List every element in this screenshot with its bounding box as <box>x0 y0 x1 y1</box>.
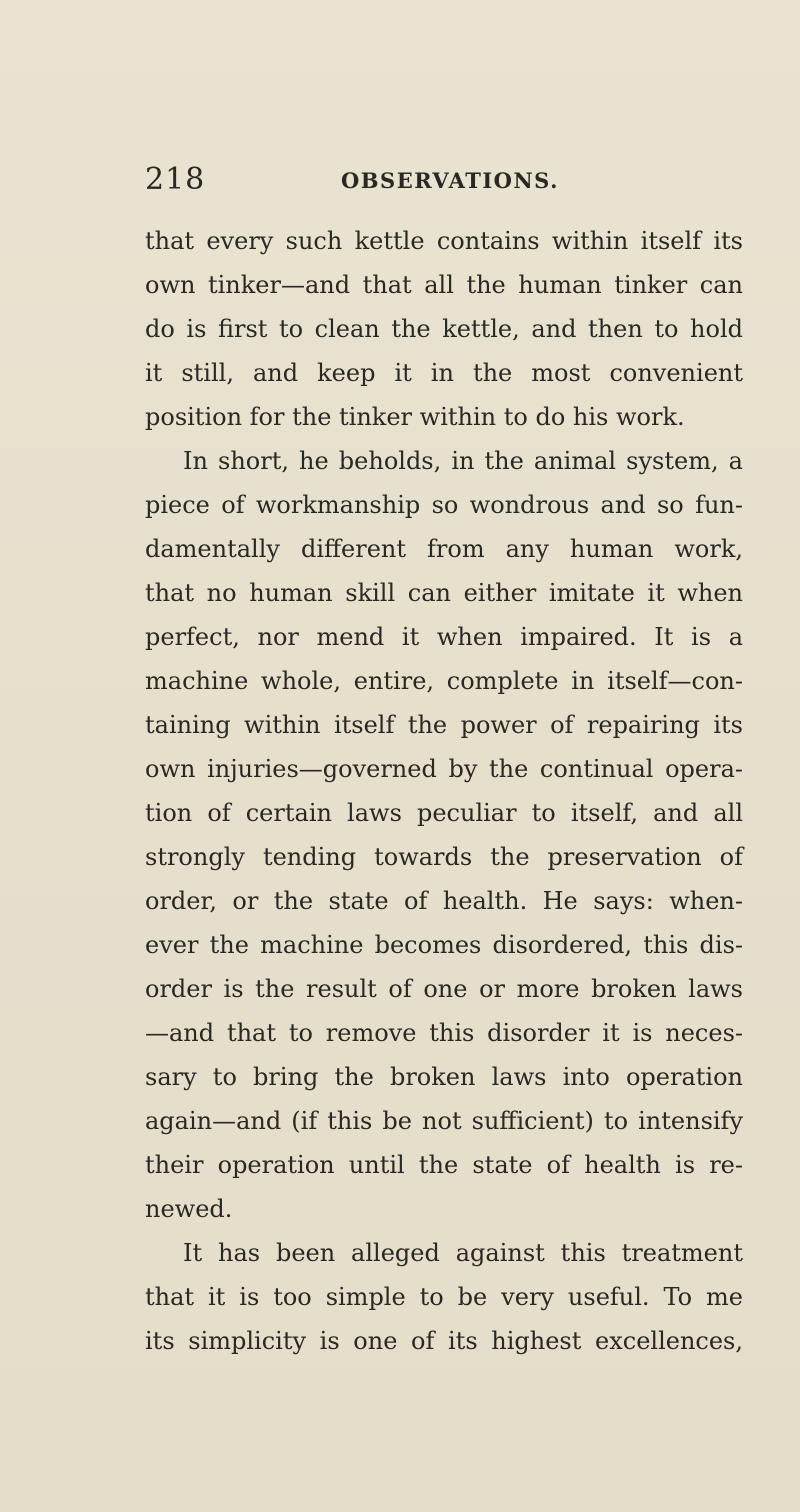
text-line: its simplicity is one of its highest excellences, <box>145 1327 743 1355</box>
page-number: 218 <box>145 162 206 197</box>
text-line: own tinker—and that all the human tinker can <box>145 271 743 299</box>
text-line: damentally different from any human work, <box>145 535 743 563</box>
text-line: newed. <box>145 1195 233 1223</box>
text-line: order is the result of one or more broken laws <box>145 975 743 1003</box>
text-line: that it is too simple to be very useful. To me <box>145 1283 743 1311</box>
text-line: tion of certain laws peculiar to itself, and all <box>145 799 743 827</box>
text-line: do is first to clean the kettle, and then to hold <box>145 315 743 343</box>
text-line: that every such kettle contains within itself its <box>145 227 743 255</box>
running-title: OBSERVATIONS. <box>341 168 559 193</box>
text-line: own injuries—governed by the continual opera- <box>145 755 743 783</box>
text-line: sary to bring the broken laws into operation <box>145 1063 743 1091</box>
text-line: their operation until the state of health is re- <box>145 1151 743 1179</box>
text-line: machine whole, entire, complete in itself—con- <box>145 667 743 695</box>
text-line: it still, and keep it in the most convenient <box>145 359 743 387</box>
text-line: It has been alleged against this treatment <box>183 1239 743 1267</box>
text-line: perfect, nor mend it when impaired. It is a <box>145 623 743 651</box>
text-line: again—and (if this be not sufficient) to intensify <box>145 1107 743 1135</box>
text-line: ever the machine becomes disordered, this dis- <box>145 931 743 959</box>
text-line: taining within itself the power of repairing its <box>145 711 743 739</box>
text-line: order, or the state of health. He says: when- <box>145 887 743 915</box>
text-line: In short, he beholds, in the animal system, a <box>183 447 743 475</box>
text-line: —and that to remove this disorder it is neces- <box>145 1019 743 1047</box>
text-line: position for the tinker within to do his work. <box>145 403 685 431</box>
text-line: that no human skill can either imitate it when <box>145 579 743 607</box>
text-line: piece of workmanship so wondrous and so fun- <box>145 491 743 519</box>
running-head <box>145 160 745 200</box>
text-line: strongly tending towards the preservation of <box>145 843 743 871</box>
